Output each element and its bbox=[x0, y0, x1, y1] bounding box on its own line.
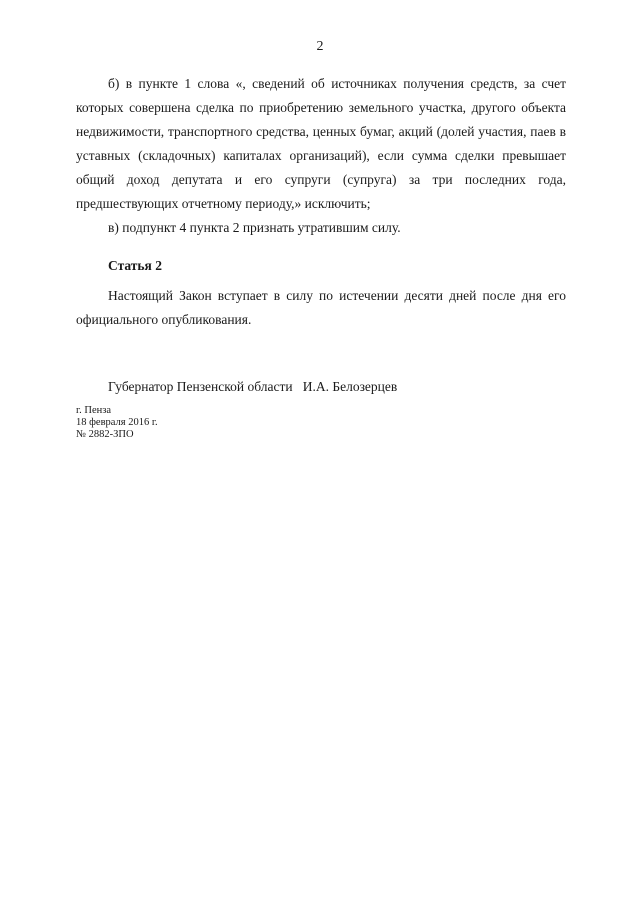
document-body bbox=[76, 72, 566, 399]
paragraph-v: в) подпункт 4 пункта 2 признать утратившим силу. bbox=[108, 220, 401, 235]
signature-line bbox=[76, 375, 566, 399]
paragraph-b: б) в пункте 1 слова «, сведений об источниках получения средств, за счет которых совершена сделка по приобретению земельного участка, другого объекта недвижимости, транспортного средства, ценных бумаг, акций (долей участия, паев в уставных (складочных) капиталах организаций), если сумма сделки превышает общий доход депутата и его супруги (супруга) за три последних года, предшествующих отчетному периоду,» исключить; bbox=[76, 76, 566, 211]
page-number: 2 bbox=[316, 39, 324, 54]
governor-title: Губернатор Пензенской области bbox=[108, 379, 293, 394]
footer-date: 18 февраля 2016 г. bbox=[76, 417, 158, 428]
article-2-text: Настоящий Закон вступает в силу по истечении десяти дней после дня его официального опубликования. bbox=[76, 288, 566, 327]
article-2-heading: Статья 2 bbox=[108, 258, 162, 273]
document-footer bbox=[76, 405, 158, 441]
footer-law-number: № 2882-ЗПО bbox=[76, 429, 134, 440]
governor-name: И.А. Белозерцев bbox=[302, 379, 398, 394]
footer-city: г. Пенза bbox=[76, 405, 112, 416]
